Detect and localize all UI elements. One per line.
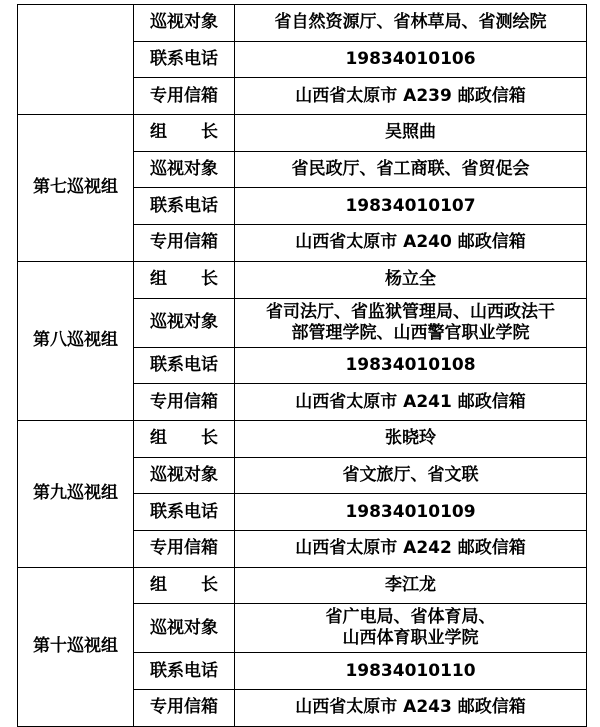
mailbox-value: 山西省太原市 A242 邮政信箱: [235, 530, 587, 567]
row-label: 专用信箱: [134, 78, 235, 115]
row-label: 巡视对象: [134, 5, 235, 42]
row-value: 省民政厅、省工商联、省贸促会: [235, 151, 587, 188]
row-label: 专用信箱: [134, 530, 235, 567]
row-label: 联系电话: [134, 188, 235, 225]
row-label: 联系电话: [134, 653, 235, 690]
mailbox-value: 山西省太原市 A243 邮政信箱: [235, 690, 587, 727]
group-name-cell: 第十巡视组: [18, 567, 134, 726]
row-label: 组 长: [134, 420, 235, 457]
leader-value: 李江龙: [235, 567, 587, 604]
row-label: 巡视对象: [134, 604, 235, 653]
inspection-groups-table: [17, 4, 587, 727]
row-value: 省自然资源厅、省林草局、省测绘院: [235, 5, 587, 42]
row-label: 组 长: [134, 115, 235, 152]
phone-value: 19834010110: [235, 653, 587, 690]
table-row: [18, 261, 587, 298]
group-name-cell: 第九巡视组: [18, 420, 134, 567]
leader-value: 张晓玲: [235, 420, 587, 457]
group-name-cell: [18, 5, 134, 115]
row-value: [235, 298, 587, 347]
row-label: 巡视对象: [134, 298, 235, 347]
row-label: 专用信箱: [134, 384, 235, 421]
mailbox-value: 山西省太原市 A240 邮政信箱: [235, 225, 587, 262]
value-line: 山西体育职业学院: [342, 628, 479, 649]
phone-value: 19834010107: [235, 188, 587, 225]
phone-value: 19834010108: [235, 347, 587, 384]
row-label: 专用信箱: [134, 225, 235, 262]
phone-value: 19834010106: [235, 41, 587, 78]
table-row: [18, 115, 587, 152]
value-line: 省广电局、省体育局、: [325, 607, 496, 628]
row-value: 省文旅厅、省文联: [235, 457, 587, 494]
row-label: 组 长: [134, 261, 235, 298]
row-label: 组 长: [134, 567, 235, 604]
row-label: 联系电话: [134, 494, 235, 531]
mailbox-value: 山西省太原市 A239 邮政信箱: [235, 78, 587, 115]
mailbox-value: 山西省太原市 A241 邮政信箱: [235, 384, 587, 421]
table-row: [18, 5, 587, 42]
group-name-cell: 第八巡视组: [18, 261, 134, 420]
leader-value: 杨立全: [235, 261, 587, 298]
row-label: 联系电话: [134, 347, 235, 384]
value-line: 部管理学院、山西警官职业学院: [291, 322, 530, 343]
group-name-cell: 第七巡视组: [18, 115, 134, 262]
table-row: [18, 567, 587, 604]
phone-value: 19834010109: [235, 494, 587, 531]
table-row: [18, 420, 587, 457]
row-label: 巡视对象: [134, 151, 235, 188]
row-label: 专用信箱: [134, 690, 235, 727]
leader-value: 吴照曲: [235, 115, 587, 152]
value-line: 省司法厅、省监狱管理局、山西政法干: [266, 301, 555, 322]
row-value: [235, 604, 587, 653]
row-label: 巡视对象: [134, 457, 235, 494]
row-label: 联系电话: [134, 41, 235, 78]
